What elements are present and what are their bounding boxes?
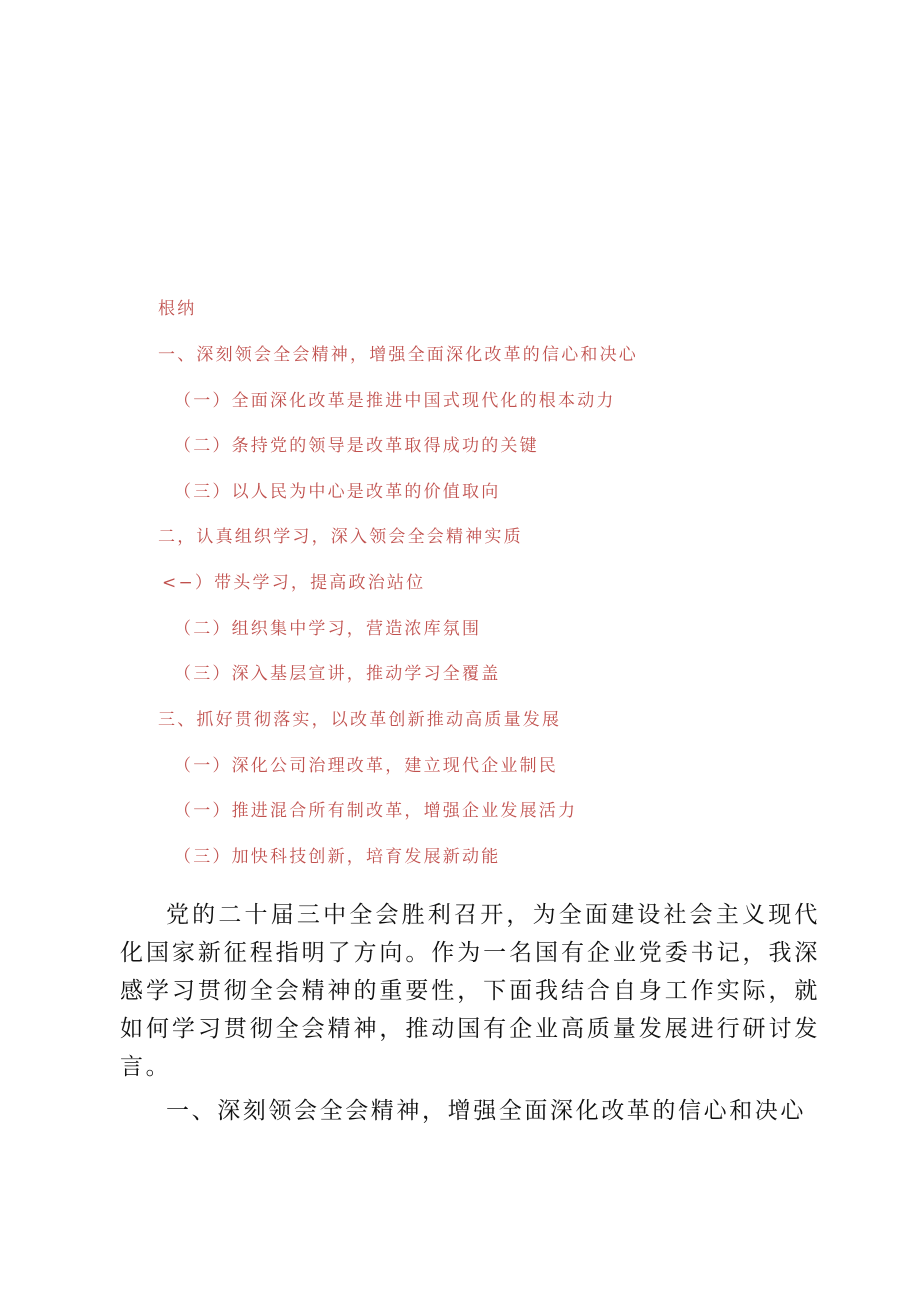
outline-item: <−）带头学习，提高政治站位 bbox=[162, 573, 426, 593]
outline-item: （三）以人民为中心是改革的价值取向 bbox=[174, 482, 501, 502]
outline-item: （一）全面深化改革是推进中国式现代化的根本动力 bbox=[174, 391, 616, 411]
outline-item: （一）深化公司治理改革，建立现代企业制民 bbox=[174, 756, 558, 776]
section-heading: 一、深刻领会全会精神，增强全面深化改革的信心和决心 bbox=[166, 1098, 806, 1124]
outline-item: （一）推进混合所有制改革，增强企业发展活力 bbox=[174, 801, 578, 821]
outline-item: 三、抓好贯彻落实，以改革创新推动高质量发展 bbox=[158, 710, 562, 730]
outline-item: （二）条持党的领导是改革取得成功的关键 bbox=[174, 436, 539, 456]
intro-paragraph: 党的二十届三中全会胜利召开，为全面建设社会主义现代化国家新征程指明了方向。作为一名国有企业党委书记，我深感学习贯彻全会精神的重要性，下面我结合自身工作实际，就如何学习贯彻全会精神，推动国有企业高质量发展进行研讨发言。 bbox=[120, 902, 820, 1080]
outline-item: （三）加快科技创新，培育发展新动能 bbox=[174, 847, 501, 867]
outline-item: 二，认真组织学习，深入领会全会精神实质 bbox=[158, 527, 523, 547]
outline-title: 根纳 bbox=[158, 299, 197, 319]
outline-item: （二）组织集中学习，营造浓库氛围 bbox=[174, 619, 482, 639]
outline-item: 一、深刻领会全会精神，增强全面深化改革的信心和决心 bbox=[158, 345, 638, 365]
outline-item: （三）深入基层宣讲，推动学习全覆盖 bbox=[174, 664, 501, 684]
